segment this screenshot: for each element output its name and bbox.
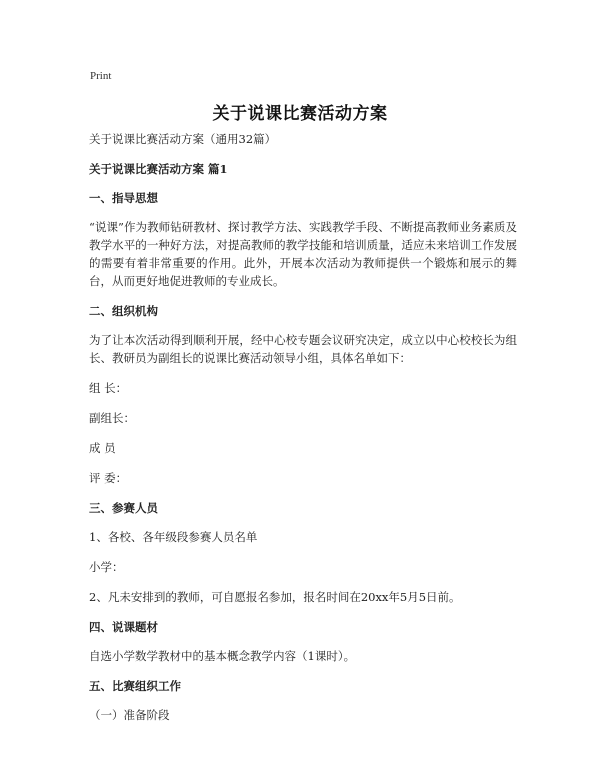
section-heading-topic: 四、说课题材: [89, 620, 158, 634]
article-title: 关于说课比赛活动方案 篇1: [89, 162, 228, 176]
judges-line: 评 委：: [89, 471, 128, 485]
primary-school-line: 小学：: [89, 560, 124, 574]
print-link[interactable]: Print: [90, 70, 112, 82]
document-subtitle: 关于说课比赛活动方案（通用32篇）: [89, 132, 277, 146]
vice-leader-line: 副组长：: [89, 411, 135, 425]
section-body-topic: 自选小学数学教材中的基本概念教学内容（1课时）。: [89, 649, 356, 663]
participants-item-2: 2、凡未安排到的教师，可自愿报名参加，报名时间在20xx年5月5日前。: [89, 590, 461, 604]
section-heading-participants: 三、参赛人员: [89, 501, 158, 515]
section-heading-competition-work: 五、比赛组织工作: [89, 679, 181, 693]
participants-item-1: 1、各校、各年级段参赛人员名单: [89, 530, 258, 544]
section-heading-organization: 二、组织机构: [89, 304, 158, 318]
section-body-guiding-ideology: “说课”作为教师钻研教材、探讨教学方法、实践教学手段、不断提高教师业务素质及教学水平的一种好方法，对提高教师的教学技能和培训质量，适应未来培训工作发展的需要有着非常重要的作用。此外，开展本次活动为教师提供一个锻炼和展示的舞台，从而更好地促进教师的专业成长。: [89, 220, 517, 288]
document-body: [89, 130, 517, 736]
leader-line: 组 长：: [89, 381, 128, 395]
section-heading-guiding-ideology: 一、指导思想: [89, 191, 158, 205]
subsection-preparation: （一）准备阶段: [89, 708, 170, 722]
section-body-organization: 为了让本次活动得到顺利开展，经中心校专题会议研究决定，成立以中心校校长为组长、教研员为副组长的说课比赛活动领导小组，具体名单如下：: [89, 333, 517, 365]
page-title: 关于说课比赛活动方案: [212, 104, 388, 124]
members-line: 成 员: [89, 441, 116, 455]
